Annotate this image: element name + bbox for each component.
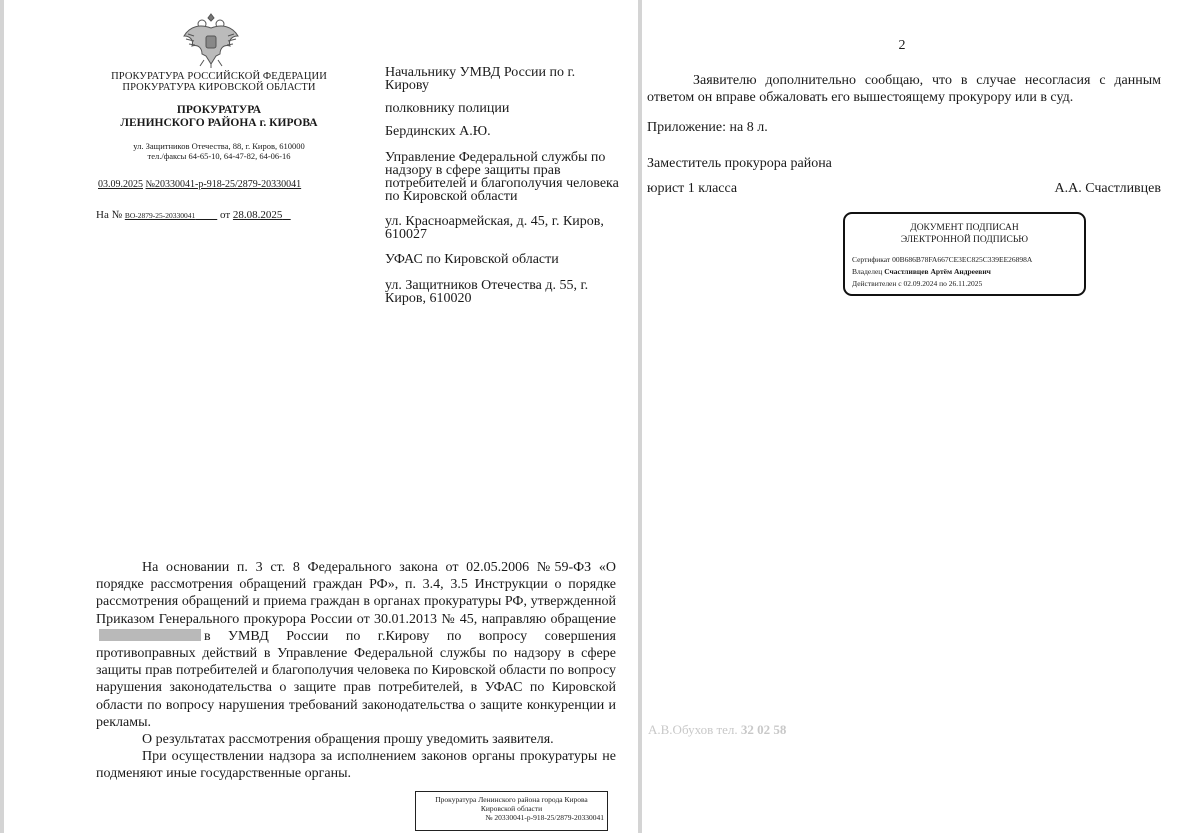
incoming-date: 28.08.2025 — [232, 209, 283, 221]
addressee-fas-address: ул. Защитников Отечества д. 55, г. Киров, 610020 — [385, 278, 589, 306]
page-1 — [4, 0, 638, 833]
letter-body — [96, 559, 616, 783]
incoming-reference — [96, 209, 291, 222]
org-name-line-1: ПРОКУРАТУРА — [176, 104, 262, 116]
signer-name: А.А. Счастливцев — [1054, 181, 1161, 196]
page-2 — [642, 0, 1178, 833]
electronic-signature-stamp: ДОКУМЕНТ ПОДПИСАН ЭЛЕКТРОННОЙ ПОДПИСЬЮ Сертификат 00B686B78FA667CE3EC825C339EE26898A Владелец Счастливцев Артём Андреевич Действителен с 02.09.2024 по 26.11.2025 — [843, 212, 1086, 296]
addressee-fas: УФАС по Кировской области — [385, 252, 559, 267]
outgoing-reference — [98, 179, 301, 191]
signer-rank: юрист 1 класса — [647, 181, 738, 196]
addressee-rank: полковнику полиции — [385, 101, 510, 116]
body-paragraph-3: При осуществлении надзора за исполнением законов органы прокуратуры не подменяют иные государственные органы. — [96, 749, 616, 782]
signer-position: Заместитель прокурора района — [647, 156, 832, 171]
esign-owner: Владелец Счастливцев Артём Андреевич — [852, 267, 991, 276]
registration-stamp: Прокуратура Ленинского района города Кирова Кировской области № 20330041-р-918-25/2879-20330041 — [415, 791, 608, 831]
org-name-line-2: ЛЕНИНСКОГО РАЙОНА г. КИРОВА — [120, 117, 318, 129]
registration-number: № 20330041-р-918-25/2879-20330041 — [485, 813, 604, 822]
appeal-notice: Заявителю дополнительно сообщаю, что в случае несогласия с данным ответом он вправе обжаловать его вышестоящему прокурору или в суд. — [647, 73, 1161, 106]
attachment-note: Приложение: на 8 л. — [647, 120, 768, 135]
esign-validity: Действителен с 02.09.2024 по 26.11.2025 — [852, 279, 983, 288]
org-header-line-2: ПРОКУРАТУРА КИРОВСКОЙ ОБЛАСТИ — [122, 82, 316, 93]
outgoing-number: №20330041-р-918-25/2879-20330041 — [145, 179, 302, 190]
esign-certificate: Сертификат 00B686B78FA667CE3EC825C339EE26898A — [852, 255, 1033, 264]
executor-contact: А.В.Обухов тел. 32 02 58 — [648, 722, 787, 737]
incoming-number: ВО-2879-25-20330041 — [124, 211, 196, 220]
incoming-prefix: На № — [96, 209, 123, 221]
org-address-line-2: тел./факсы 64-65-10, 64-47-82, 64-06-16 — [147, 151, 291, 161]
addressee-name: Бердинских А.Ю. — [385, 124, 491, 139]
page-number: 2 — [898, 38, 906, 53]
emblem-icon — [180, 10, 242, 70]
body-paragraph-2: О результатах рассмотрения обращения прошу уведомить заявителя. — [142, 732, 554, 748]
org-address-line-1: ул. Защитников Отечества, 88, г. Киров, 610000 — [133, 141, 305, 151]
body-paragraph-1: На основании п. 3 ст. 8 Федерального закона от 02.05.2006 №59-ФЗ «О порядке рассмотрения обращений граждан РФ», п. 3.4, 3.5 Инструкции о порядке рассмотрения обращений и приема граждан в органах прокуратуры РФ, утвержденной Приказом Генерального прокурора России от 30.01.2013 № 45, направляю обращениев УМВД России по г.Кирову по вопросу совершения противоправных действий в Управление Федеральной службы по надзору в сфере защиты прав потребителей и благополучия человека по Кировской области по вопросу нарушения законодательства о защите прав потребителей, в УФАС по Кировской области по вопросу нарушения требований законодательства о защите конкуренции и рекламы. — [96, 560, 616, 730]
redacted-name — [99, 629, 201, 641]
incoming-from-label: от — [220, 209, 231, 221]
org-header-line-1: ПРОКУРАТУРА РОССИЙСКОЙ ФЕДЕРАЦИИ — [111, 71, 327, 82]
org-address — [94, 141, 344, 161]
addressee-head: Начальнику УМВД России по г. Кирову — [385, 65, 576, 93]
outgoing-date: 03.09.2025 — [98, 179, 143, 190]
addressee-rospotrebnadzor: Управление Федеральной службы по надзору в сфере защиты прав потребителей и благополучия человека по Кировской области — [385, 150, 619, 204]
addressee-rospotrebnadzor-address: ул. Красноармейская, д. 45, г. Киров, 610027 — [385, 214, 604, 242]
org-name — [94, 104, 344, 130]
org-header — [94, 71, 344, 93]
